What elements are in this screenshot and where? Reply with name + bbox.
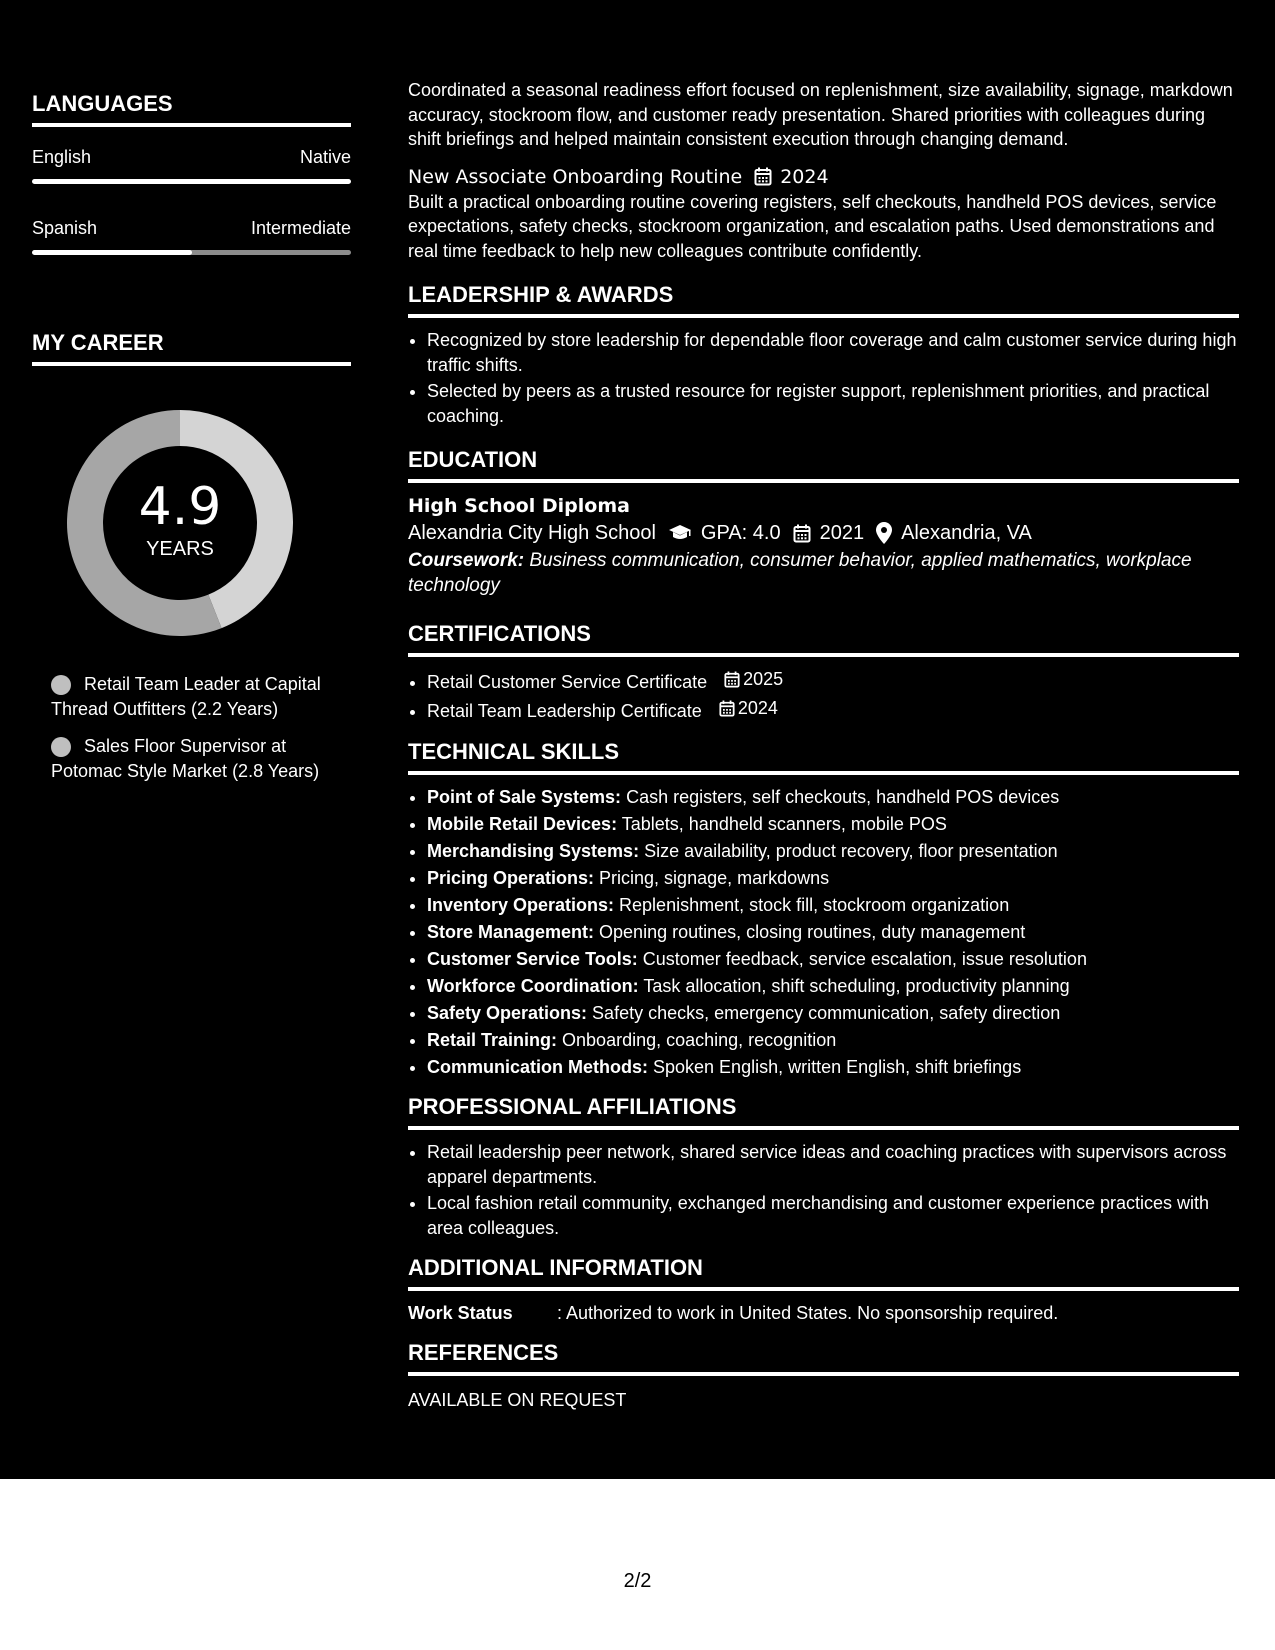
skill-item (427, 1028, 1239, 1053)
skill-item (427, 839, 1239, 864)
coursework (408, 549, 1239, 598)
skill-item (427, 947, 1239, 972)
skill-value: Customer feedback, service escalation, issue resolution (637, 948, 1087, 969)
certification-year: 2025 (743, 669, 784, 689)
certification-name: Retail Customer Service Certificate (427, 671, 708, 692)
coursework-label: Coursework: (408, 550, 525, 571)
skill-label: Workforce Coordination: (427, 975, 639, 996)
affiliation-item: • Local fashion retail community, exchanged merchandising and customer experience practices with area colleagues. (427, 1191, 1239, 1240)
certification-year: 2024 (737, 698, 778, 719)
affiliations-list (408, 1140, 1239, 1240)
sidebar (0, 0, 380, 1479)
career-dot-icon (51, 737, 71, 757)
skill-label: Point of Sale Systems: (427, 786, 622, 807)
references-text: AVAILABLE ON REQUEST (408, 1390, 627, 1410)
skill-item (427, 785, 1239, 810)
career-donut-chart (67, 410, 293, 636)
skill-value: Spoken English, written English, shift briefings (648, 1056, 1022, 1077)
career-item (51, 734, 321, 783)
calendar-icon (754, 167, 772, 186)
skill-label: Safety Operations: (427, 1002, 588, 1023)
graduation-year: 2021 (819, 522, 865, 544)
language-name: English (32, 147, 92, 167)
career-years-unit: YEARS (146, 538, 214, 560)
page-number: 2/2 (623, 1570, 652, 1592)
skill-label: Retail Training: (427, 1029, 558, 1050)
location-pin-icon (876, 522, 892, 544)
languages-heading: LANGUAGES (32, 90, 351, 127)
skill-item (427, 866, 1239, 891)
certifications-heading: CERTIFICATIONS (408, 620, 1239, 657)
skill-value: Opening routines, closing routines, duty management (594, 921, 1026, 942)
project-description: Built a practical onboarding routine covering registers, self checkouts, handheld POS devices, service expectations, safety checks, stockroom organization, and escalation paths. Used demonstrations and real time feedback to help new colleagues contribute confidently. (408, 191, 1217, 261)
skill-item (427, 812, 1239, 837)
school-location: Alexandria, VA (901, 522, 1032, 544)
certification-name: Retail Team Leadership Certificate (427, 701, 702, 721)
skill-label: Communication Methods: (427, 1056, 648, 1077)
work-status-value: : Authorized to work in United States. No sponsorship required. (557, 1303, 1059, 1323)
skill-item (427, 893, 1239, 918)
language-proficiency-fill (32, 179, 351, 184)
skill-label: Store Management: (427, 921, 595, 942)
skill-label: Pricing Operations: (427, 867, 595, 888)
skill-value: Size availability, product recovery, floor presentation (639, 840, 1058, 861)
calendar-icon (793, 524, 811, 543)
affiliations-heading: PROFESSIONAL AFFILIATIONS (408, 1093, 1239, 1130)
language-item (32, 145, 380, 184)
language-name: Spanish (32, 218, 98, 238)
gpa: GPA: 4.0 (700, 522, 781, 544)
graduation-cap-icon (668, 524, 692, 542)
language-proficiency-bar (32, 179, 351, 184)
project-title: New Associate Onboarding Routine (408, 165, 743, 188)
certification-item (427, 667, 1239, 694)
language-item (32, 216, 380, 255)
skill-value: Tablets, handheld scanners, mobile POS (617, 813, 947, 834)
education-meta (408, 519, 1239, 547)
certifications-list (408, 667, 1239, 724)
project-title-row (408, 164, 1239, 190)
skill-label: Merchandising Systems: (427, 840, 640, 861)
additional-info-heading: ADDITIONAL INFORMATION (408, 1254, 1239, 1291)
skill-item (427, 974, 1239, 999)
work-status-label: Work Status (408, 1303, 513, 1323)
skill-value: Onboarding, coaching, recognition (557, 1029, 837, 1050)
leadership-heading: LEADERSHIP & AWARDS (408, 281, 1239, 318)
career-item (51, 672, 321, 721)
skill-value: Cash registers, self checkouts, handheld POS devices (621, 786, 1060, 807)
career-dot-icon (51, 675, 71, 695)
skill-label: Inventory Operations: (427, 894, 615, 915)
skill-value: Pricing, signage, markdowns (594, 867, 830, 888)
main-content (380, 0, 1275, 1479)
certification-item (427, 696, 1239, 723)
affiliation-item: • Retail leadership peer network, shared service ideas and coaching practices with supervisors across apparel departments. (427, 1140, 1239, 1189)
career-item-text: Sales Floor Supervisor at Potomac Style Market (2.8 Years) (51, 736, 320, 781)
career-total-years: 4.9 (138, 477, 222, 537)
school-name: Alexandria City High School (408, 522, 656, 544)
project-year: 2024 (780, 165, 829, 188)
language-proficiency-bar (32, 250, 351, 255)
leadership-item: • Selected by peers as a trusted resource for register support, replenishment priorities, and practical coaching. (427, 379, 1239, 428)
leadership-list (408, 328, 1239, 428)
calendar-icon (719, 700, 735, 717)
project-description: Coordinated a seasonal readiness effort focused on replenishment, size availability, signage, markdown accuracy, stockroom flow, and customer ready presentation. Shared priorities with colleagues during shift briefings and helped maintain consistent execution through changing demand. (408, 80, 1233, 149)
skill-label: Customer Service Tools: (427, 948, 638, 969)
skill-value: Task allocation, shift scheduling, productivity planning (638, 975, 1070, 996)
language-proficiency-fill (32, 250, 192, 255)
skill-label: Mobile Retail Devices: (427, 813, 618, 834)
calendar-icon (724, 671, 740, 688)
skills-heading: TECHNICAL SKILLS (408, 738, 1239, 775)
education-heading: EDUCATION (408, 446, 1239, 483)
career-heading: MY CAREER (32, 329, 351, 366)
language-level: Native (299, 147, 351, 167)
skill-item (427, 1055, 1239, 1080)
coursework-text: Business communication, consumer behavior, applied mathematics, workplace technology (408, 550, 1192, 596)
leadership-item: • Recognized by store leadership for dependable floor coverage and calm customer service during high traffic shifts. (427, 328, 1239, 377)
career-item-text: Retail Team Leader at Capital Thread Outfitters (2.2 Years) (51, 674, 321, 719)
skill-item (427, 1001, 1239, 1026)
language-level: Intermediate (250, 218, 351, 238)
degree-title: High School Diploma (408, 495, 630, 517)
skill-item (427, 920, 1239, 945)
work-status-row (408, 1301, 1239, 1325)
references-heading: REFERENCES (408, 1339, 1239, 1376)
skill-value: Safety checks, emergency communication, safety direction (587, 1002, 1061, 1023)
career-list (32, 672, 321, 783)
skills-list (408, 785, 1239, 1080)
skill-value: Replenishment, stock fill, stockroom organization (614, 894, 1010, 915)
